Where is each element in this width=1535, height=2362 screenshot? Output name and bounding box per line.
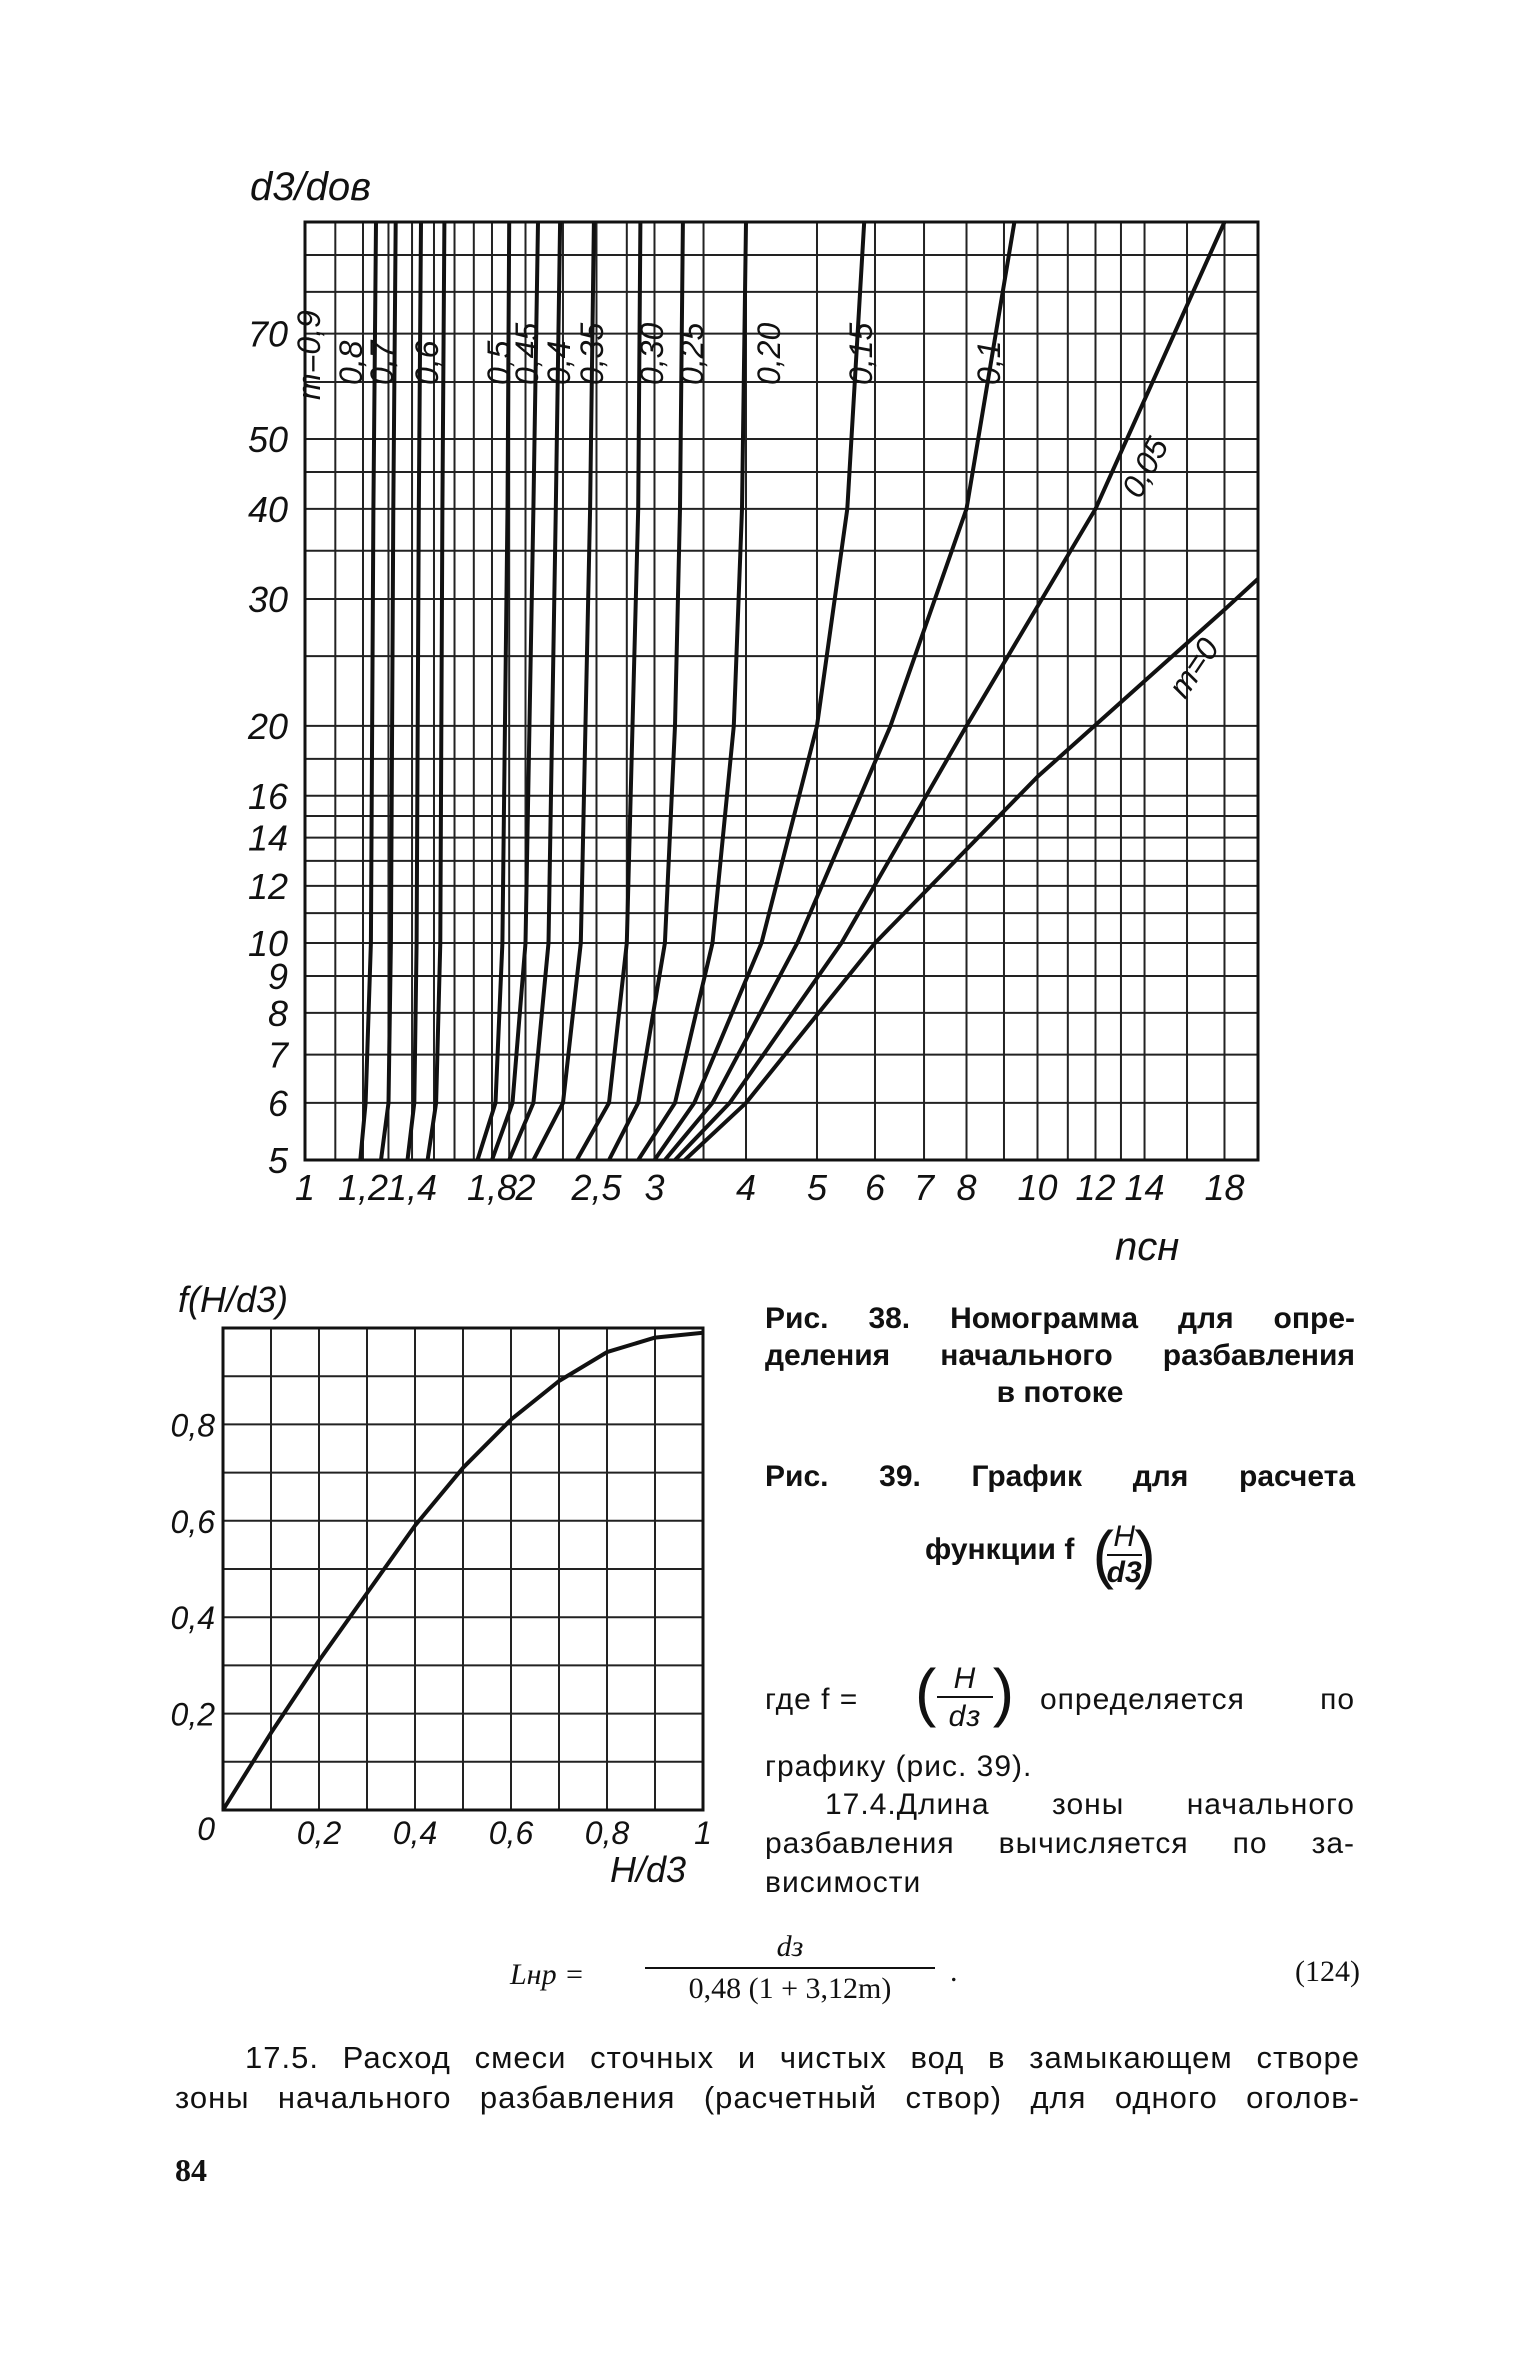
eq-numerator: dз [776, 1930, 804, 1963]
caption-38-line-3: в потоке [996, 1376, 1124, 1409]
x-tick-label: 5 [806, 1167, 828, 1208]
curve-label: 0,35 [574, 322, 610, 385]
x-tick-label: 6 [864, 1167, 886, 1208]
series-curve [665, 222, 1015, 1160]
x-tick-label: 7 [914, 1167, 935, 1208]
x-axis-label: nсн [1115, 1225, 1180, 1269]
f39-x-tick-label: 0,8 [584, 1815, 630, 1851]
x-tick-label: 2,5 [571, 1167, 622, 1208]
f39-y-tick-label: 0,8 [170, 1407, 215, 1444]
y-tick-label: 14 [247, 817, 288, 859]
f39-y-axis-label: f(H/d3) [178, 1279, 289, 1320]
y-axis-label: d3/dов [250, 165, 371, 209]
caption-39-fraction [1093, 1520, 1156, 1590]
caption-39-line-1: Рис. 39. График для расчета [765, 1460, 1355, 1493]
where-fraction [915, 1656, 1015, 1740]
x-tick-label: 1,2 [337, 1167, 389, 1208]
caption-38-line-1: Рис. 38. Номограмма для опре- [765, 1302, 1355, 1335]
y-tick-label: 5 [267, 1140, 288, 1181]
paren-right-2: ) [992, 1656, 1015, 1728]
paragraph-17-4 [765, 1785, 1355, 1902]
paren-left: ( [1092, 1518, 1114, 1590]
curve-labels [291, 310, 1226, 704]
curve-label: 0,15 [843, 322, 879, 385]
figure-39-caption-func [925, 1518, 1156, 1590]
where-line [765, 1656, 1355, 1740]
curve-label: 0,1 [971, 340, 1007, 385]
y-tick-label: 40 [247, 488, 288, 530]
y-tick-label: 6 [267, 1082, 288, 1124]
x-tick-label: 4 [735, 1167, 757, 1208]
curve-label: m=0 [1160, 631, 1227, 704]
x-tick-label: 8 [956, 1167, 977, 1208]
paragraph-17-5 [175, 2038, 1360, 2118]
y-tick-label: 50 [247, 419, 288, 461]
f39-x-tick-label: 0,2 [296, 1815, 342, 1851]
x-tick-label: 3 [644, 1167, 665, 1208]
p175-line-2: зоны начального разбавления (расчетный створ) для одного оголов- [175, 2080, 1360, 2115]
y-tick-label: 70 [247, 313, 288, 355]
curve-label: 0,20 [751, 322, 787, 385]
f39-x-tick-label: 0,4 [392, 1815, 438, 1851]
x-tick-label: 1,4 [387, 1167, 438, 1208]
y-tick-label: 9 [267, 955, 288, 997]
x-tick-label: 14 [1124, 1167, 1165, 1208]
f39-y-tick-label: 0 [197, 1811, 215, 1847]
where-num: H [937, 1662, 993, 1698]
f39-x-tick-labels [297, 1815, 712, 1851]
curve-label: 0,05 [1114, 431, 1176, 504]
p174-line-1: 17.4.Длина зоны начального [825, 1788, 1355, 1821]
y-tick-label: 16 [247, 775, 288, 817]
curve-label: m=0,9 [291, 310, 327, 400]
where-suffix: определяется по [1040, 1683, 1355, 1716]
curve-label: 0,4 [541, 340, 577, 385]
page-number: 84 [175, 2152, 207, 2188]
p174-line-2: разбавления вычисляется по за- [765, 1827, 1355, 1860]
where-den: dз [948, 1700, 982, 1733]
caption-39-line-2: функции f [925, 1532, 1075, 1566]
x-tick-labels [295, 1167, 1245, 1208]
curve-label: 0,8 [333, 340, 369, 385]
caption-38-line-2: деления начального разбавления [765, 1339, 1355, 1372]
f39-y-tick-label: 0,4 [170, 1600, 215, 1637]
f39-y-tick-label: 0,2 [170, 1696, 215, 1733]
curve-label: 0,7 [364, 340, 400, 385]
y-tick-label: 10 [247, 922, 288, 964]
y-tick-label: 8 [267, 992, 288, 1034]
curve-label: 0,45 [509, 322, 545, 385]
x-tick-label: 12 [1075, 1167, 1116, 1208]
curve-label: 0,6 [409, 340, 445, 385]
x-tick-label: 2 [515, 1167, 536, 1208]
f39-y-tick-labels [171, 1407, 216, 1847]
y-tick-label: 30 [247, 578, 288, 620]
paren-right: ) [1134, 1518, 1156, 1590]
paren-left-2: ( [915, 1656, 938, 1728]
figure-38-caption [765, 1300, 1355, 1411]
f39-x-tick-label: 0,6 [488, 1815, 534, 1851]
x-tick-label: 1,8 [466, 1167, 518, 1208]
p174-line-3: висимости [765, 1866, 922, 1899]
eq-number: (124) [1295, 1955, 1360, 1988]
f39-x-axis-label: H/d3 [610, 1849, 687, 1890]
f39-grid [223, 1328, 703, 1810]
frac-denominator: d3 [1106, 1556, 1142, 1589]
p175-line-1: 17.5. Расход смеси сточных и чистых вод в замыкающем створе [245, 2040, 1360, 2075]
y-tick-label: 12 [247, 865, 288, 907]
figure-39-caption [765, 1458, 1355, 1495]
f39-x-tick-label: 1 [694, 1815, 712, 1851]
where-prefix: где f = [765, 1683, 859, 1716]
x-tick-label: 1 [294, 1167, 316, 1208]
eq-fraction-bar [645, 1967, 935, 1969]
curve-label: 0,25 [674, 322, 710, 385]
x-tick-label: 18 [1204, 1167, 1245, 1208]
where-line-2: графику (рис. 39). [765, 1750, 1033, 1783]
eq-denominator: 0,48 (1 + 3,12m) [688, 1972, 892, 2005]
frac-numerator: H [1107, 1520, 1142, 1556]
f39-y-tick-label: 0,6 [170, 1503, 215, 1540]
curve-label: 0,30 [634, 322, 670, 385]
equation-124 [510, 1930, 1360, 2020]
eq-lhs: Lнр = [510, 1958, 585, 1991]
y-tick-label: 20 [247, 705, 288, 747]
curve-label: 0,5 [481, 340, 517, 385]
y-tick-label: 7 [267, 1034, 288, 1076]
x-tick-label: 10 [1017, 1167, 1058, 1208]
y-tick-labels [247, 314, 290, 1181]
eq-dot: . [950, 1955, 958, 1988]
